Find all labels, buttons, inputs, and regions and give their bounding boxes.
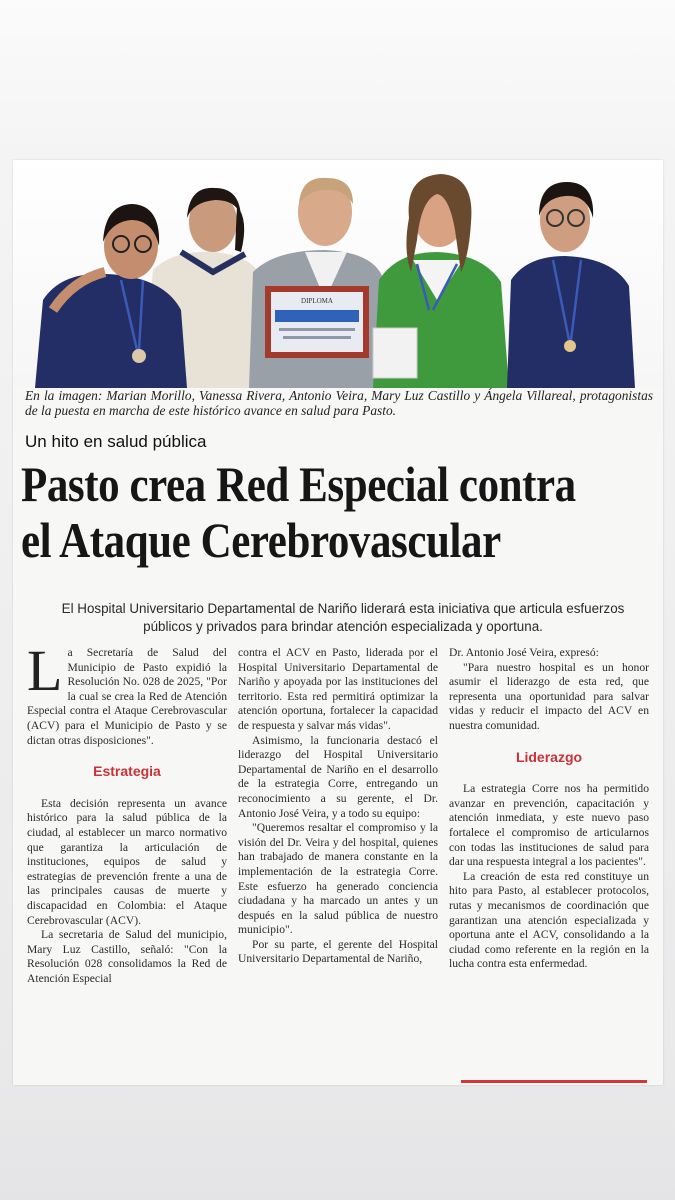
article-column-1 (27, 638, 227, 986)
paragraph: "Para nuestro hospital es un honor asumir el liderazgo de esta red, que representa una oportunidad para salvar vidas y reducir el impacto del ACV en nuestra comunidad. (449, 660, 649, 732)
section-heading-liderazgo: Liderazgo (515, 748, 583, 765)
headline-line-2: el Ataque Cerebrovascular (21, 512, 501, 568)
article-kicker: Un hito en salud pública (25, 432, 207, 451)
plaque-title: DIPLOMA (301, 297, 333, 305)
article-headline (21, 456, 576, 568)
article-column-3 (449, 646, 649, 972)
award-plaque (265, 286, 369, 358)
group-photo-illustration (13, 160, 663, 388)
paragraph: Esta decisión representa un avance histórico para la salud pública de la ciudad, al establecer un marco normativo que garantiza la articulación de instituciones, equipos de salud y estrategias de prevención frente a una de las principales causas de muerte y discapacidad en Colombia: el Ataque Cerebrovascular (ACV). (27, 796, 227, 927)
paragraph-text: a Secretaría de Salud del Municipio de Pasto expidió la Resolución No. 028 de 2025, "Por la cual se crea la Red de Atención Especial contra el Ataque Cerebrovascular (ACV) para el Municipio de Pasto y se dictan otras disposiciones". (27, 646, 227, 747)
newspaper-page (13, 160, 663, 1085)
accent-rule (461, 1080, 647, 1083)
section-heading-estrategia: Estrategia (93, 763, 161, 780)
photo-caption: En la imagen: Marian Morillo, Vanessa Rivera, Antonio Veira, Mary Luz Castillo y Ángela Villareal, protagonistas de la puesta en marcha de este histórico avance en salud para Pasto. (25, 388, 653, 418)
paragraph: Por su parte, el gerente del Hospital Universitario Departamental de Nariño, (238, 937, 438, 966)
person-marian (35, 204, 187, 388)
paragraph: La estrategia Corre nos ha permitido avanzar en prevención, capacitación y atención inmediata, y este nuevo paso fortalece el compromiso de articularnos con todas las instituciones de salud para dar una respuesta integral a los pacientes". (449, 782, 649, 869)
article-column-2 (238, 646, 438, 967)
headline-line-1: Pasto crea Red Especial contra (21, 456, 576, 512)
paragraph: contra el ACV en Pasto, liderada por el Hospital Universitario Departamental de Nariño y apoyada por las instituciones del territorio. Esta red permitirá optimizar la atención oportuna, fortalecer la capacidad de respuesta y salvar más vidas". (238, 646, 438, 732)
paragraph (27, 638, 227, 748)
drop-cap: L (27, 638, 63, 703)
paragraph: La creación de esta red constituye un hito para Pasto, al establecer protocolos, rutas y mecanismos de coordinación que garantizan una atención especializada y oportuna ante el ACV, consolidando a la ciudad como referente en la región en la lucha contra esta enfermedad. (449, 869, 649, 971)
person-angela (507, 182, 635, 388)
paragraph: Dr. Antonio José Veira, expresó: (449, 646, 599, 659)
paragraph: "Queremos resaltar el compromiso y la visión del Dr. Veira y del hospital, quienes han trabajado de manera constante en la implementación de la estrategia Corre. Este esfuerzo ha generado conciencia ciudadana y ha marcado un antes y un después en la salud pública de nuestro municipio". (238, 821, 438, 937)
paragraph: La secretaria de Salud del municipio, Mary Luz Castillo, señaló: "Con la Resolución 028 consolidamos la Red de Atención Especial (27, 928, 227, 985)
person-mary-luz (373, 174, 509, 388)
paragraph: Asimismo, la funcionaria destacó el liderazgo del Hospital Universitario Departamental de Nariño en el desarrollo de la estrategia Corre, entregando un reconocimiento a su gerente, el Dr. Antonio José Veira, y a todo su equipo: (238, 733, 438, 820)
article-subhead: El Hospital Universitario Departamental de Nariño liderará esta iniciativa que articula esfuerzos públicos y privados para brindar atención especializada y oportuna. (61, 601, 625, 634)
group-photo (13, 160, 663, 388)
